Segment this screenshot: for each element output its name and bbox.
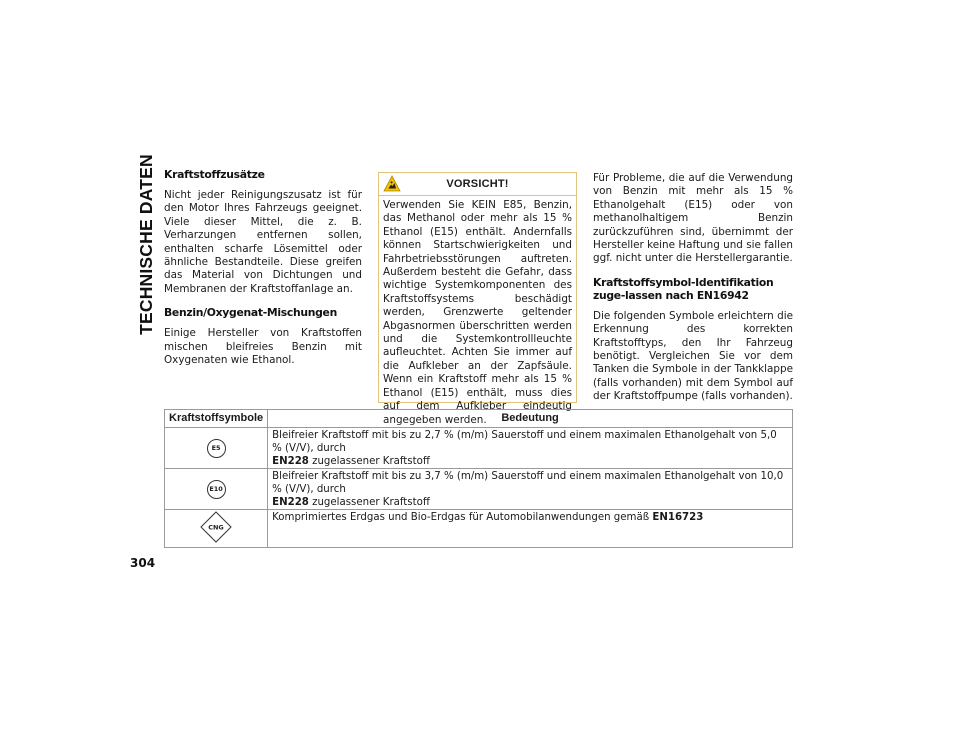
table-row	[165, 510, 793, 548]
meaning-suffix: zugelassener Kraftstoff	[308, 456, 430, 467]
heading-fuel-symbol-id: Kraftstoffsymbol-Identifikation zuge-lassen nach EN16942	[593, 275, 774, 302]
section-side-tab	[131, 154, 161, 335]
right-column	[593, 172, 793, 414]
cng-label: CNG	[208, 523, 224, 531]
heading-oxygenate-blends: Benzin/Oxygenat-Mischungen	[164, 306, 337, 320]
symbol-cell	[165, 428, 268, 469]
heading-fuel-additives: Kraftstoffzusätze	[164, 168, 265, 181]
meaning-suffix: zugelassener Kraftstoff	[308, 497, 430, 508]
left-column	[164, 168, 362, 377]
fuel-symbols-table	[164, 409, 793, 548]
section-title: TECHNISCHE DATEN	[135, 154, 156, 335]
header-meaning: Bedeutung	[268, 410, 793, 428]
table-row	[165, 428, 793, 469]
table-row	[165, 469, 793, 510]
e10-circle-icon: E10	[207, 480, 226, 499]
caution-text: Verwenden Sie KEIN E85, Benzin, das Methanol oder mehr als 15 % Ethanol (E15) enthält. Andernfalls können Startschwierigkeiten und Fahrbetriebsstörungen auftreten. Außerdem besteht die Gefahr, dass wichtige Systemkomponenten des Kraftstoffsystems beschädigt werden, Grenzwerte geltender Abgasnormen überschritten werden und die Systemkontrollleuchte aufleuchtet. Achten Sie immer auf die Aufkleber an der Zapfsäule. Wenn ein Kraftstoff mehr als 15 % Ethanol (E15) enthält, muss dies auf dem Aufkleber eindeutig angegeben werden.	[383, 199, 572, 426]
caution-header	[379, 173, 576, 196]
header-symbols: Kraftstoffsymbole	[165, 410, 268, 428]
e5-circle-icon: E5	[207, 439, 226, 458]
table-header-row	[165, 410, 793, 428]
warning-triangle-icon	[383, 175, 401, 192]
standard-code: EN228	[272, 497, 309, 508]
paragraph-oxygenates: Einige Hersteller von Kraftstoffen mischen bleifreies Benzin mit Oxygenaten wie Ethanol.	[164, 327, 362, 367]
meaning-text: Bleifreier Kraftstoff mit bis zu 3,7 % (m/m) Sauerstoff und einem maximalen Ethanolgehalt von 10,0 % (V/V), durch	[272, 471, 784, 495]
cng-diamond-icon	[200, 511, 232, 543]
meaning-text: Bleifreier Kraftstoff mit bis zu 2,7 % (m/m) Sauerstoff und einem maximalen Ethanolgehalt von 5,0 % (V/V), durch	[272, 430, 777, 454]
meaning-cell	[268, 428, 793, 469]
meaning-cell	[268, 510, 793, 548]
page-number: 304	[130, 556, 156, 570]
caution-title: VORSICHT!	[446, 178, 509, 190]
meaning-text: Komprimiertes Erdgas und Bio-Erdgas für Automobilanwendungen gemäß	[272, 512, 650, 523]
standard-code: EN228	[272, 456, 309, 467]
paragraph-liability: Für Probleme, die auf die Verwendung von Benzin mit mehr als 15 % Ethanolgehalt (E15) oder von methanolhaltigem Benzin zurückzuführen sind, übernimmt der Hersteller keine Haftung und sie fallen ggf. nicht unter die Herstellergarantie.	[593, 172, 793, 265]
meaning-cell	[268, 469, 793, 510]
symbol-cell	[165, 469, 268, 510]
paragraph-additives: Nicht jeder Reinigungszusatz ist für den Motor Ihres Fahrzeugs geeignet. Viele dieser Mittel, die z. B. Verharzungen entfernen sollen, enthalten scharfe Lösemittel oder ähnliche Bestandteile. Diese greifen das Material von Dichtungen und Membranen der Kraftstoffanlage an.	[164, 189, 362, 295]
standard-code: EN16723	[652, 512, 704, 523]
paragraph-symbols: Die folgenden Symbole erleichtern die Erkennung des korrekten Kraftstofftyps, den Ihr Fahrzeug benötigt. Vergleichen Sie vor dem Tanken die Symbole in der Tankklappe (falls vorhanden) mit dem Symbol auf der Kraftstoffpumpe (falls vorhanden).	[593, 309, 793, 403]
symbol-cell	[165, 510, 268, 548]
